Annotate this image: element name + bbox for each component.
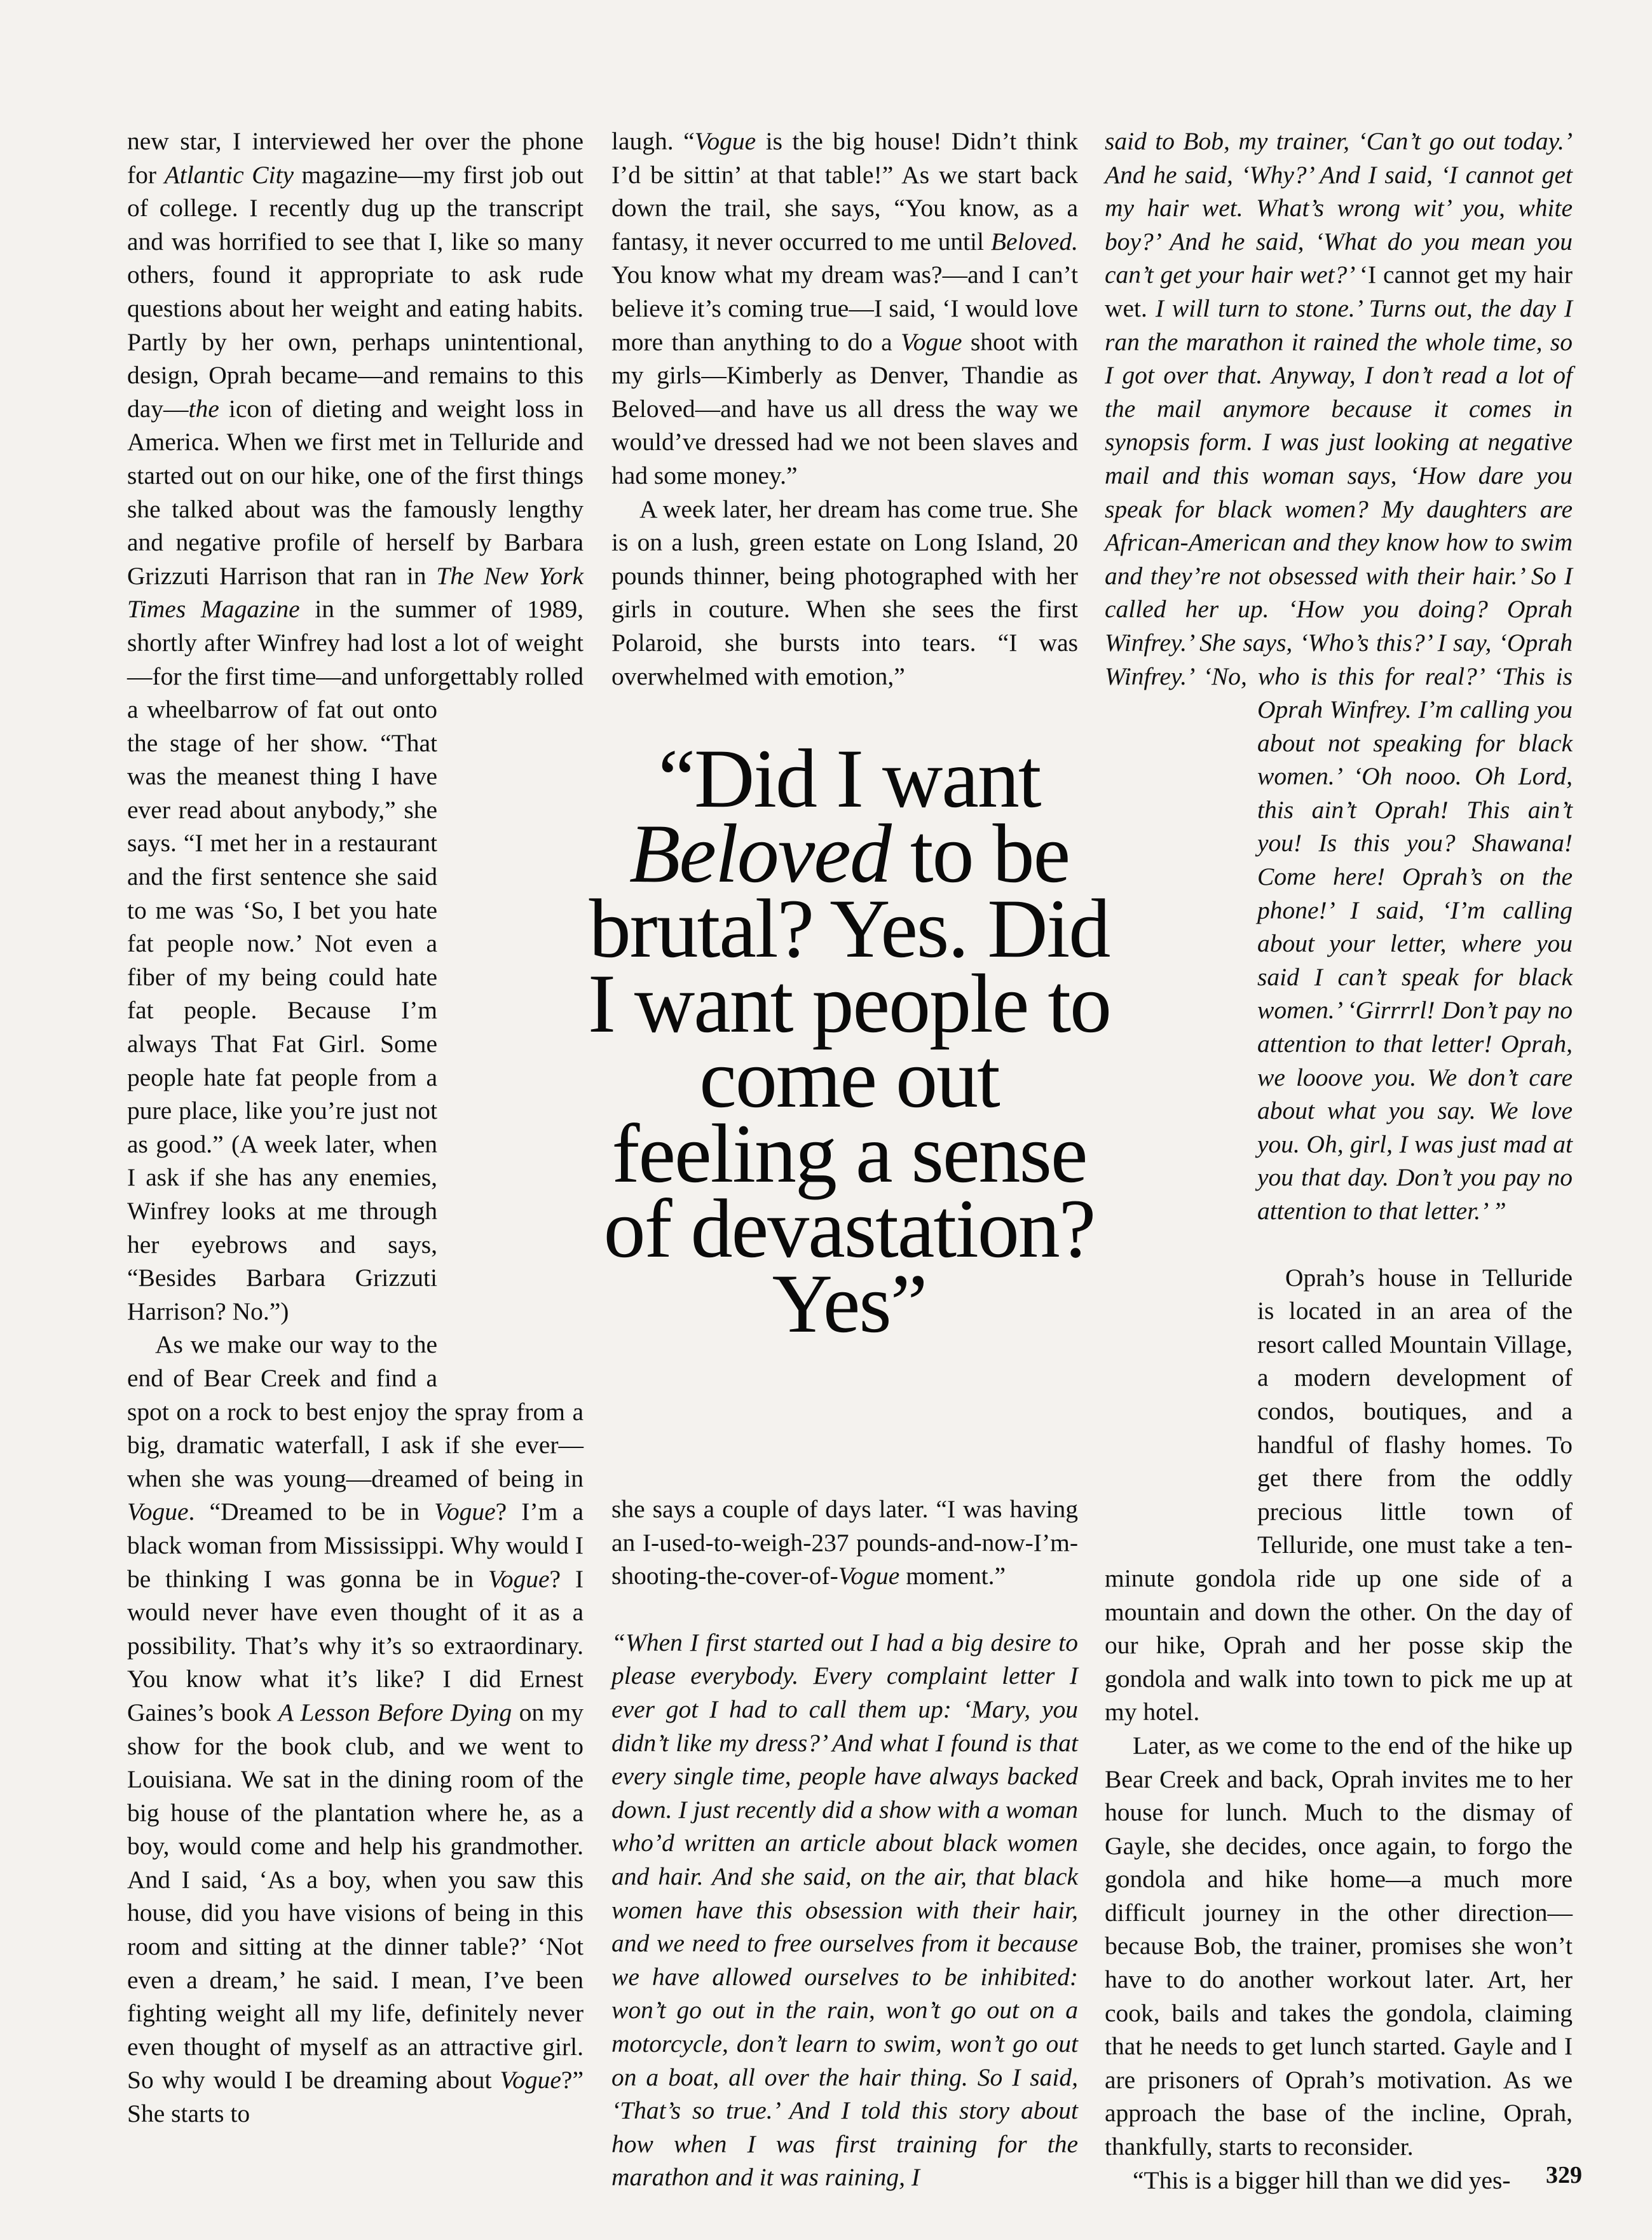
- pull-quote-line-4: I want people to: [587, 957, 1111, 1050]
- pull-quote-line-1: “Did I want: [658, 732, 1041, 825]
- pull-quote-line-8: Yes”: [772, 1257, 927, 1350]
- column3-paragraph-2: Oprah’s house in Telluride is located in an area of the resort called Mountain Village, a modern development of condos, boutiques, and a handful of flashy homes. To get there from the oddly precious little town of Telluride, one must take a ten-minute gondola ride up one side of a mountain and down the other. On the day of our hike, Oprah and her posse skip the gondola and walk into town to pick me up at my hotel.: [1105, 1263, 1573, 1726]
- pull-quote-line-7: of devastation?: [603, 1182, 1095, 1275]
- pull-quote: [461, 732, 1237, 1350]
- article-column-2-top: [611, 125, 1078, 693]
- column3-quote-continuation: said to Bob, my trainer, ‘Can’t go out today.’ And he said, ‘Why?’ And I said, ‘I cannot get my hair wet. What’s wrong wit’ you, white boy?’ And he said, ‘What do you mean you can’t get your hair wet?’ ‘I cannot get my hair wet. I will turn to stone.’ Turns out, the day I ran the marathon it rained the whole time, so I got over that. Anyway, I don’t read a lot of the mail anymore because it comes in synopsis form. I was just looking at negative mail and this woman says, ‘How dare you speak for black women? My daughters are African-American and they know how to swim and they’re not obsessed with their hair.’ So I called her up. ‘How you doing? Oprah Winfrey.’ She says, ‘Who’s this?’ I say, ‘Oprah Winfrey.’ ‘No, who is this for real?’ ‘This is Oprah Winfrey. I’m calling you about not speaking for black women.’ ‘Oh nooo. Oh Lord, this ain’t Oprah! This ain’t you! Is this you? Shawana! Come here! Oprah’s on the phone!’ I said, ‘I’m calling about your letter, where you said I can’t speak for black women.’ ‘Girrrrl! Don’t pay no attention to that letter! Oprah, we looove you. We don’t care about what you say. We love you. Oh, girl, I was just mad at you that day. Don’t you pay no attention to that letter.’ ”: [1105, 127, 1573, 1225]
- column2-quote-paragraph: “When I first started out I had a big desire to please everybody. Every complaint letter I ever got I had to call them up: ‘Mary, you didn’t like my dress?’ And what I found is that every single time, people have always backed down. I just recently did a show with a woman who’d written an article about black women and hair. And she said, on the air, that black women have this obsession with their hair, and we need to free ourselves from it because we have allowed ourselves to be inhibited: won’t go out in the rain, won’t go out on a motorcycle, don’t learn to swim, won’t go out on a boat, all over the hair thing. So I said, ‘That’s so true.’ And I told this story about how when I was first training for the marathon and it was raining, I: [611, 1628, 1078, 2192]
- column3-paragraph-4: “This is a bigger hill than we did yes-: [1133, 2166, 1511, 2194]
- column3-paragraph-3: Later, as we come to the end of the hike up Bear Creek and back, Oprah invites me to her house for lunch. Much to the dismay of Gayle, she decides, once again, to forgo the gondola and hike home—a much more difficult journey in the other direction—because Bob, the trainer, promises she won’t have to do another workout later. Art, her cook, bails and takes the gondola, claiming that he needs to get lunch started. Gayle and I are prisoners of Oprah’s motivation. As we approach the base of the incline, Oprah, thankfully, starts to reconsider.: [1105, 1731, 1573, 2161]
- column2-paragraph-3: she says a couple of days later. “I was having an I-used-to-weigh-237 pounds-and-now-I’m-shooting-the-cover-of-Vogue moment.”: [611, 1495, 1078, 1590]
- column2-paragraph-2: A week later, her dream has come true. She is on a lush, green estate on Long Island, 20 pounds thinner, being photographed with her girls in couture. When she sees the first Polaroid, she bursts into tears. “I was overwhelmed with emotion,”: [611, 495, 1078, 690]
- pull-quote-line-6: feeling a sense: [611, 1107, 1087, 1200]
- column1-paragraph-2: As we make our way to the end of Bear Creek and find a spot on a rock to best enjoy the spray from a big, dramatic waterfall, I ask if she ever—when she was young—dreamed of being in Vogue. “Dreamed to be in Vogue? I’m a black woman from Mississippi. Why would I be thinking I was gonna be in Vogue? I would never have even thought of it as a possibility. That’s why it’s so extraordinary. You know what it’s like? I did Ernest Gaines’s book A Lesson Before Dying on my show for the book club, and we went to Louisiana. We sat in the dining room of the big house of the plantation where he, as a boy, would come and help his grandmother. And I said, ‘As a boy, when you saw this house, did you have visions of being in this room and sitting at the dinner table?’ ‘Not even a dream,’ he said. I mean, I’ve been fighting weight all my life, definitely never even thought of myself as an attractive girl. So why would I be dreaming about Vogue?” She starts to: [127, 1330, 584, 2128]
- page-number: 329: [1546, 2162, 1582, 2189]
- pull-quote-line-3: brutal? Yes. Did: [589, 882, 1110, 975]
- column2-paragraph-1: laugh. “Vogue is the big house! Didn’t think I’d be sittin’ at that table!” As we start back down the trail, she says, “You know, as a fantasy, it never occurred to me until Beloved. You know what my dream was?—and I can’t believe it’s coming true—I said, ‘I would love more than anything to do a Vogue shoot with my girls—Kimberly as Denver, Thandie as Beloved—and have us all dress the way we would’ve dressed had we not been slaves and had some money.”: [611, 127, 1079, 489]
- pull-quote-line-2: Beloved to be: [629, 807, 1070, 900]
- pull-quote-line-5: come out: [699, 1032, 999, 1125]
- column1-paragraph-1: new star, I interviewed her over the phone for Atlantic City magazine—my first job out of college. I recently dug up the transcript and was horrified to see that I, like so many others, found it appropriate to ask rude questions about her weight and eating habits. Partly by her own, perhaps unintentional, design, Oprah became—and remains to this day—the icon of dieting and weight loss in America. When we first met in Telluride and started out on our hike, one of the first things she talked about was the famously lengthy and negative profile of herself by Barbara Grizzuti Harrison that ran in The New York Times Magazine in the summer of 1989, shortly after Winfrey had lost a lot of weight—for the first time—and unforgettably rolled a wheelbarrow of fat out onto the stage of her show. “That was the meanest thing I have ever read about anybody,” she says. “I met her in a restaurant and the first sentence she said to me was ‘So, I bet you hate fat people now.’ Not even a fiber of my being could hate fat people. Because I’m always That Fat Girl. Some people hate fat people from a pure place, like you’re just not as good.” (A week later, when I ask if she has any enemies, Winfrey looks at me through her eyebrows and says, “Besides Barbara Grizzuti Harrison? No.”): [127, 127, 584, 1325]
- article-column-2-bottom: [611, 1492, 1078, 2194]
